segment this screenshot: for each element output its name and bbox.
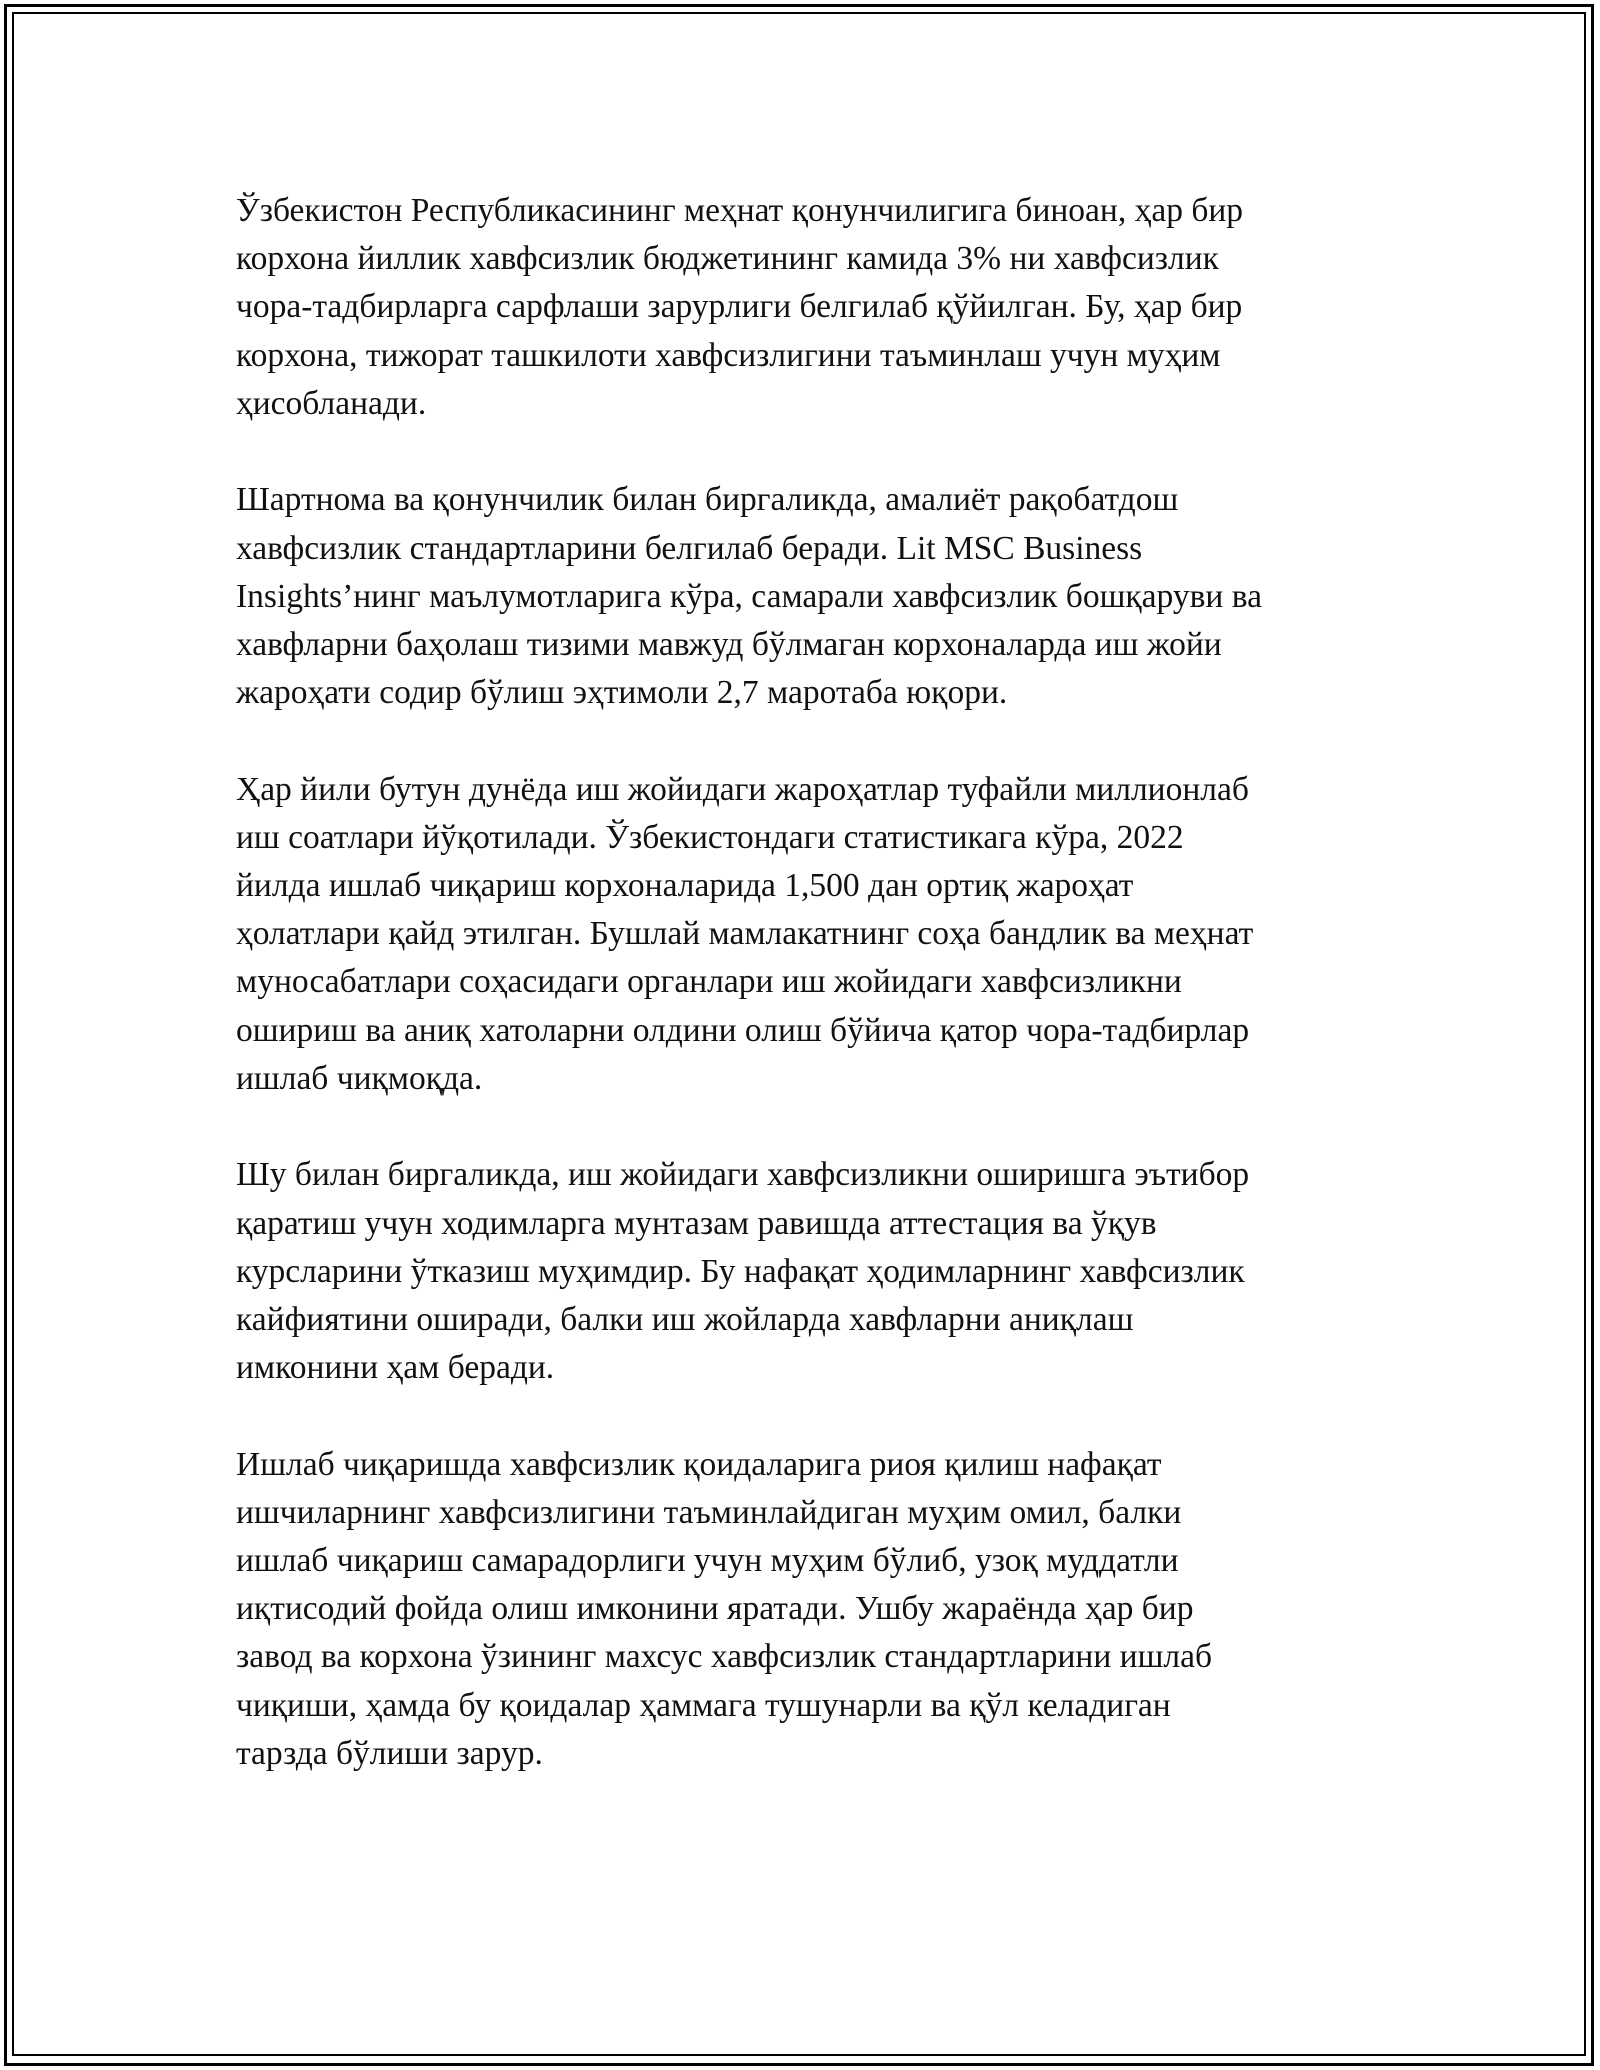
paragraph-line: йилда ишлаб чиқариш корхоналарида 1,500 дан ортиқ жароҳат — [236, 867, 1134, 905]
paragraph-line: ҳолатлари қайд этилган. Бушлай мамлакатнинг соҳа бандлик ва меҳнат — [236, 915, 1254, 953]
paragraph-line: хавфсизлик стандартларини белгилаб беради. Lit MSC Business — [236, 529, 1143, 567]
paragraph-line: хавфларни баҳолаш тизими мавжуд бўлмаган корхоналарда иш жойи — [236, 625, 1222, 663]
paragraph-line: муносабатлари соҳасидаги органлари иш жойидаги хавфсизликни — [236, 963, 1182, 1001]
paragraph-line: Insights’нинг маълумотларига кўра, самарали хавфсизлик бошқаруви ва — [236, 577, 1262, 615]
paragraph-line: ҳисобланади. — [236, 384, 427, 422]
paragraph-2 — [236, 476, 1396, 717]
paragraph-line: иш соатлари йўқотилади. Ўзбекистондаги статистикага кўра, 2022 — [236, 818, 1184, 856]
paragraph-line: ишлаб чиқмоқда. — [236, 1059, 483, 1097]
paragraph-line: ишчиларнинг хавфсизлигини таъминлайдиган муҳим омил, балки — [236, 1493, 1182, 1531]
paragraph-line: корхона йиллик хавфсизлик бюджетининг камида 3% ни хавфсизлик — [236, 240, 1219, 278]
paragraph-4 — [236, 1151, 1396, 1392]
paragraph-line: курсларини ўтказиш муҳимдир. Бу нафақат ҳодимларнинг хавфсизлик — [236, 1252, 1245, 1290]
paragraph-line: чора-тадбирларга сарфлаши зарурлиги белгилаб қўйилган. Бу, ҳар бир — [236, 288, 1243, 326]
paragraph-5 — [236, 1441, 1396, 1778]
paragraph-1 — [236, 187, 1396, 428]
paragraph-line: чиқиши, ҳамда бу қоидалар ҳаммага тушунарли ва қўл келадиган — [236, 1686, 1171, 1724]
paragraph-line: корхона, тижорат ташкилоти хавфсизлигини таъминлаш учун муҳим — [236, 336, 1221, 374]
paragraph-line: ошириш ва аниқ хатоларни олдини олиш бўйича қатор чора-тадбирлар — [236, 1011, 1250, 1049]
paragraph-line: тарзда бўлиши зарур. — [236, 1734, 543, 1772]
paragraph-line: завод ва корхона ўзининг махсус хавфсизлик стандартларини ишлаб — [236, 1638, 1213, 1676]
paragraph-line: иқтисодий фойда олиш имконини яратади. Ушбу жараёнда ҳар бир — [236, 1590, 1194, 1628]
paragraph-line: кайфиятини оширади, балки иш жойларда хавфларни аниқлаш — [236, 1300, 1134, 1338]
document-body — [236, 187, 1396, 1826]
paragraph-line: Шартнома ва қонунчилик билан биргаликда, амалиёт рақобатдош — [236, 481, 1179, 519]
paragraph-line: Шу билан биргаликда, иш жойидаги хавфсизликни оширишга эътибор — [236, 1156, 1250, 1194]
paragraph-line: ишлаб чиқариш самарадорлиги учун муҳим бўлиб, узоқ муддатли — [236, 1542, 1179, 1580]
paragraph-3 — [236, 766, 1396, 1103]
paragraph-line: қаратиш учун ходимларга мунтазам равишда аттестация ва ўқув — [236, 1204, 1157, 1242]
paragraph-line: жароҳати содир бўлиш эҳтимоли 2,7 маротаба юқори. — [236, 674, 1008, 712]
paragraph-line: Ҳар йили бутун дунёда иш жойидаги жароҳатлар туфайли миллионлаб — [236, 770, 1249, 808]
paragraph-line: Ўзбекистон Республикасининг меҳнат қонунчилигига биноан, ҳар бир — [236, 192, 1244, 229]
paragraph-line: имконини ҳам беради. — [236, 1349, 555, 1387]
paragraph-line: Ишлаб чиқаришда хавфсизлик қоидаларига риоя қилиш нафақат — [236, 1445, 1162, 1483]
